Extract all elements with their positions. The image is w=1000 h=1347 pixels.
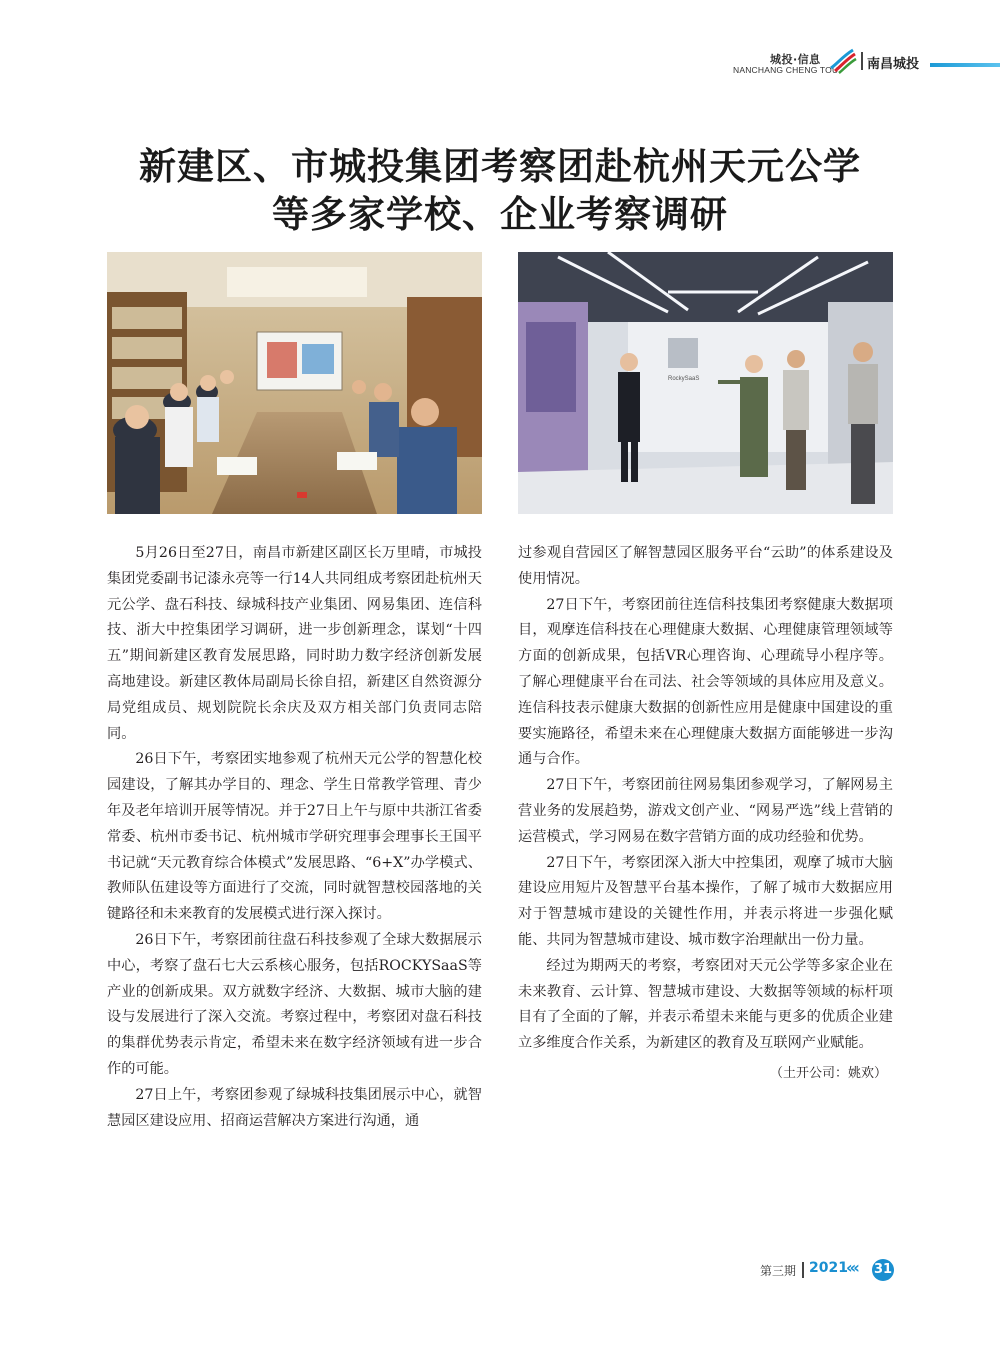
article-paragraph: 26日下午，考察团前往盘石科技参观了全球大数据展示中心，考察了盘石七大云系核心服务，包括ROCKYSaaS等产业的创新成果。双方就数字经济、大数据、城市大脑的建设与发展进行了深入交流。考察过程中，考察团对盘石科技的集群优势表示肯定，希望未来在数字经济领域有进一步合作的可能。 — [107, 931, 482, 1077]
article-paragraph: 27日下午，考察团深入浙大中控集团，观摩了城市大脑建设应用短片及智慧平台基本操作，了解了城市大数据应用对于智慧城市建设的关键性作用，并表示将进一步强化赋能、共同为智慧城市建设、城市数字治理献出一份力量。 — [518, 854, 893, 948]
company-logo-icon — [829, 46, 857, 74]
article-column-left — [107, 541, 482, 1134]
section-label: 城投·信息 — [770, 53, 821, 66]
chevrons-icon: ‹‹‹ — [846, 1258, 857, 1277]
article-title-line-1: 新建区、市城投集团考察团赴杭州天元公学 — [139, 145, 861, 188]
meeting-room-photo — [107, 252, 482, 514]
article-paragraph: 27日上午，考察团参观了绿城科技集团展示中心，就智慧园区建设应用、招商运营解决方案进行沟通，通 — [107, 1086, 482, 1129]
exhibition-hall-photo — [518, 252, 893, 514]
article-title-line-2: 等多家学校、企业考察调研 — [272, 193, 728, 236]
header-accent-line — [930, 63, 1000, 67]
header-divider — [861, 52, 863, 70]
article-paragraph: 27日下午，考察团前往连信科技集团考察健康大数据项目，观摩连信科技在心理健康大数据、心理健康管理领域等方面的创新成果，包括VR心理咨询、心理疏导小程序等。了解心理健康平台在司法、社会等领域的具体应用及意义。连信科技表示健康大数据的创新性应用是健康中国建设的重要实施路径，希望未来在心理健康大数据方面能够进一步沟通与合作。 — [518, 596, 893, 768]
article-paragraph: 27日下午，考察团前往网易集团参观学习，了解网易主营业务的发展趋势，游戏文创产业、“网易严选”线上营销的运营模式，学习网易在数字营销方面的成功经验和优势。 — [518, 777, 893, 845]
section-label-en: NANCHANG CHENG TOU — [733, 65, 839, 75]
article-column-right — [518, 541, 893, 1087]
author-signature: （土开公司：姚欢） — [769, 1065, 887, 1081]
article-paragraph: 5月26日至27日，南昌市新建区副区长万里晴，市城投集团党委副书记漆永亮等一行14人共同组成考察团赴杭州天元公学、盘石科技、绿城科技产业集团、网易集团、连信科技、浙大中控集团学习调研，进一步创新理念，谋划“十四五”期间新建区教育发展思路，同时助力数字经济创新发展高地建设。新建区教体局副局长徐自招，新建区自然资源分局党组成员、规划院院长余庆及双方相关部门负责同志陪同。 — [107, 545, 482, 742]
article-paragraph: 26日下午，考察团实地参观了杭州天元公学的智慧化校园建设，了解其办学目的、理念、学生日常教学管理、青少年及老年培训开展等情况。并于27日上午与原中共浙江省委常委、杭州市委书记、杭州城市学研究理事会理事长王国平书记就“天元教育综合体模式”发展思路、“6+X”办学模式、教师队伍建设等方面进行了交流，同时就智慧校园落地的关键路径和未来教育的发展模式进行深入探讨。 — [107, 751, 482, 923]
footer-divider — [802, 1262, 804, 1278]
issue-number: 第三期 — [760, 1264, 797, 1278]
issue-year: 2021 — [809, 1260, 848, 1276]
brand-name: 南昌城投 — [867, 57, 920, 72]
article-paragraph-continued: 过参观自营园区了解智慧园区服务平台“云助”的体系建设及使用情况。 — [518, 545, 893, 587]
wall-logo-text: RockySaaS — [668, 376, 700, 382]
page-number: 31 — [872, 1259, 894, 1281]
article-paragraph: 经过为期两天的考察，考察团对天元公学等多家企业在未来教育、云计算、智慧城市建设、大数据等领域的标杆项目有了全面的了解，并表示希望未来能与更多的优质企业建立多维度合作关系，为新建区的教育及互联网产业赋能。 — [518, 957, 893, 1052]
